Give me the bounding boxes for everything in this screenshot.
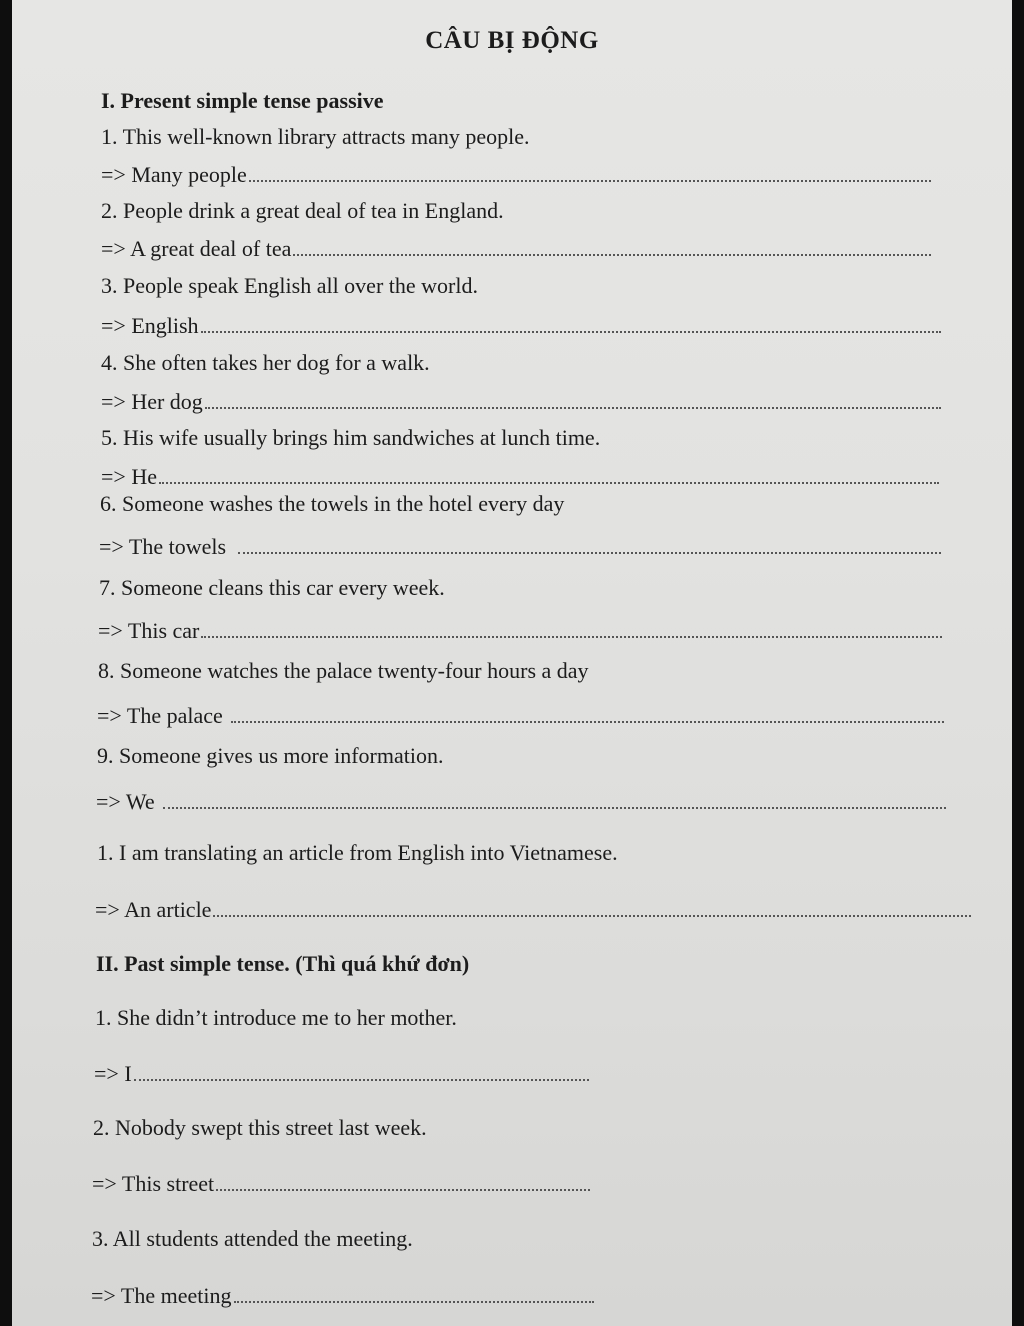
answer-prefix: => An article — [95, 897, 212, 922]
section-heading-present-simple: I. Present simple tense passive — [101, 88, 384, 113]
exercise-sentence: 3. People speak English all over the world. — [101, 273, 478, 298]
answer-blank — [249, 162, 931, 182]
answer-line — [96, 789, 946, 815]
answer-prefix: => English — [101, 313, 199, 338]
answer-prefix: => The towels — [99, 534, 227, 559]
exercise-sentence: 1. I am translating an article from English into Vietnamese. — [97, 840, 618, 865]
exercise-sentence: 5. His wife usually brings him sandwiches at lunch time. — [101, 425, 601, 450]
answer-blank — [134, 1061, 589, 1081]
answer-prefix: => He — [101, 464, 157, 489]
exercise-sentence: 6. Someone washes the towels in the hotel every day — [100, 491, 565, 516]
answer-prefix: => This car — [98, 618, 200, 643]
exercise-sentence: 8. Someone watches the palace twenty-four hours a day — [98, 658, 589, 683]
answer-blank — [234, 1283, 595, 1303]
answer-line — [101, 389, 941, 415]
worksheet-page — [12, 0, 1012, 1326]
page-title: CÂU BỊ ĐỘNG — [425, 27, 599, 54]
answer-blank — [213, 897, 971, 917]
exercise-sentence: 9. Someone gives us more information. — [97, 743, 444, 768]
answer-line — [98, 618, 942, 644]
answer-prefix: => A great deal of tea — [101, 236, 292, 261]
answer-prefix: => The meeting — [91, 1283, 232, 1308]
answer-blank — [201, 313, 941, 333]
answer-prefix: => The palace — [97, 703, 223, 728]
answer-prefix: => This street — [92, 1171, 215, 1196]
answer-prefix: => Her dog — [101, 389, 203, 414]
answer-prefix: => We — [96, 789, 155, 814]
answer-line — [92, 1171, 590, 1197]
section-heading-past-simple: II. Past simple tense. (Thì quá khứ đơn) — [96, 951, 470, 976]
answer-blank — [231, 703, 944, 723]
exercise-sentence: 2. Nobody swept this street last week. — [93, 1115, 427, 1140]
answer-line — [91, 1283, 594, 1309]
exercise-sentence: 1. She didn’t introduce me to her mother. — [95, 1005, 457, 1030]
answer-blank — [238, 534, 941, 554]
answer-line — [97, 703, 944, 729]
answer-blank — [201, 618, 942, 638]
answer-blank — [293, 236, 931, 256]
exercise-sentence: 7. Someone cleans this car every week. — [99, 575, 445, 600]
answer-line — [101, 236, 931, 262]
answer-prefix: => Many people — [101, 162, 247, 187]
exercise-sentence: 3. All students attended the meeting. — [92, 1226, 413, 1251]
answer-line — [101, 464, 939, 490]
exercise-sentence: 1. This well-known library attracts many people. — [101, 124, 530, 149]
answer-line — [101, 162, 931, 188]
exercise-sentence: 2. People drink a great deal of tea in England. — [101, 198, 504, 223]
answer-line — [101, 313, 941, 339]
answer-blank — [205, 389, 941, 409]
answer-line — [95, 897, 971, 923]
answer-line — [99, 534, 941, 560]
answer-line — [94, 1061, 589, 1087]
answer-prefix: => I — [94, 1061, 132, 1086]
answer-blank — [159, 464, 939, 484]
answer-blank — [216, 1171, 590, 1191]
answer-blank — [163, 789, 946, 809]
exercise-sentence: 4. She often takes her dog for a walk. — [101, 350, 430, 375]
